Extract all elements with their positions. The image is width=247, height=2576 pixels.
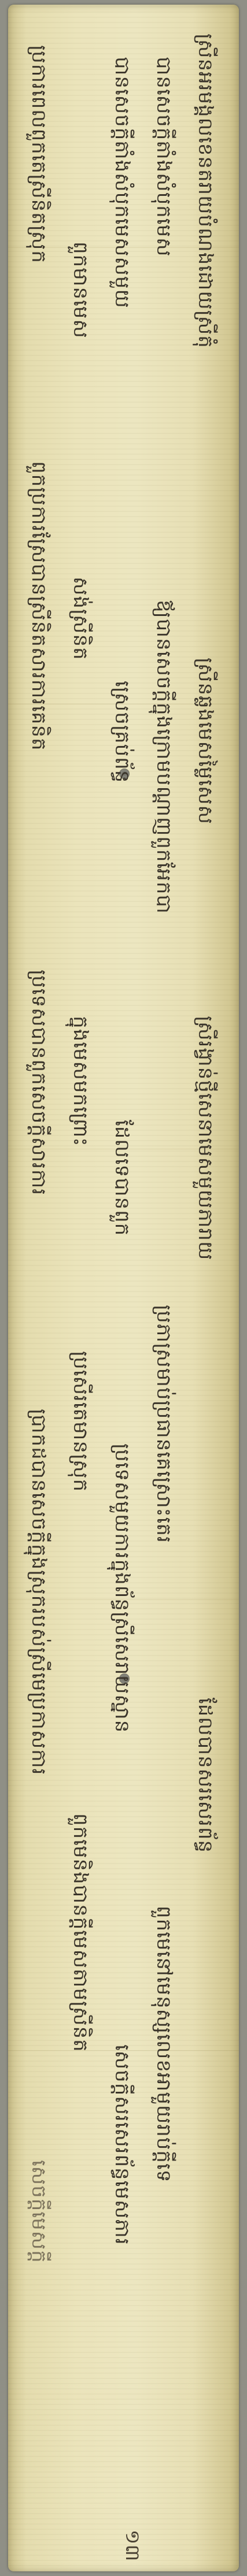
leaf-number — [113, 2529, 148, 2562]
line-segment: ពួកមានមេស — [69, 242, 92, 339]
line-segment: ពួកមេនិងបានក្ដីមេសតាមស្រីនិត — [69, 1813, 92, 2052]
palm-leaf-manuscript — [8, 5, 239, 2571]
line-segment: បានសេចក្ដីតាំងសំបុកមេស — [152, 57, 175, 257]
line-segment: ដែលទេបានពួក — [110, 1120, 134, 1237]
line-segment: ស្រីនឆ្លងមេសម្លៃសេស — [194, 658, 217, 825]
line-segment: ស្រីរង្វាន់ថ្មីសេនាមេសមួយភារាយ — [194, 1016, 217, 1261]
line-segment: ស្រេចគ្រប់ព័ន្ធ — [110, 681, 134, 784]
line-segment: បានសេចក្ដីតាំងសំបុកមេសសមួយ — [110, 57, 134, 309]
leaf-number-text: ១៣ — [121, 2529, 144, 2562]
line-segment: ប្រទេសមួយការក្នុងព័ន្ធស្រីសេរាយស្នាន — [110, 1443, 134, 1734]
manuscript-line-1 — [189, 22, 222, 2559]
line-segment: ដែលបានសរសេរព័ន្ធ — [194, 1698, 217, 1853]
line-segment: ប្រទេសបានពួកសេចក្ដីសារការ — [27, 970, 50, 1196]
line-segment: ប្រាកដបានសេចក្ដីក្នុងស្រុករបស់ស្រីមេប្រកាសការ — [27, 1409, 50, 1776]
line-segment: ឪ្យបានសេចក្ដីក្នុងក្រោមបណ្ដាញពួកអែកបា — [152, 600, 175, 914]
manuscript-line-3 — [105, 22, 139, 2559]
line-segment: ក្នុងមេសមកព្រោះ — [69, 1016, 92, 1147]
line-segment: ពួកមេនៅមេនុស្សលេខអាមួយរាប់ក្ដីទេ — [152, 1906, 175, 2183]
manuscript-line-2 — [147, 22, 180, 2559]
manuscript-line-5 — [22, 22, 56, 2559]
line-segment: ប្រភាស្រមាប់ប្រធានគេស្រោះតេរ — [152, 1305, 175, 1543]
line-segment: សង់ស្រីនិត — [69, 577, 92, 660]
line-segment: សេចក្ដីមេសក្ដី — [27, 2160, 50, 2263]
line-segment: ប្រការពេលពួកតេស្រីនិតស្រុក — [27, 45, 50, 263]
line-segment: ពួកប្រការស្រែបានស្រីនិតសារការគេនិត — [27, 461, 50, 751]
manuscript-line-4 — [64, 22, 97, 2559]
line-segment: ប្រសើរតេមានស្រុក — [69, 1351, 92, 1493]
line-segment: ស្រីនអរមង្គលខេនតរាយបំណងដោយស្រីតុំ — [194, 34, 217, 348]
line-segment: សេចក្ដីសរសេរព័ន្ធមេសភារ — [110, 2044, 134, 2245]
